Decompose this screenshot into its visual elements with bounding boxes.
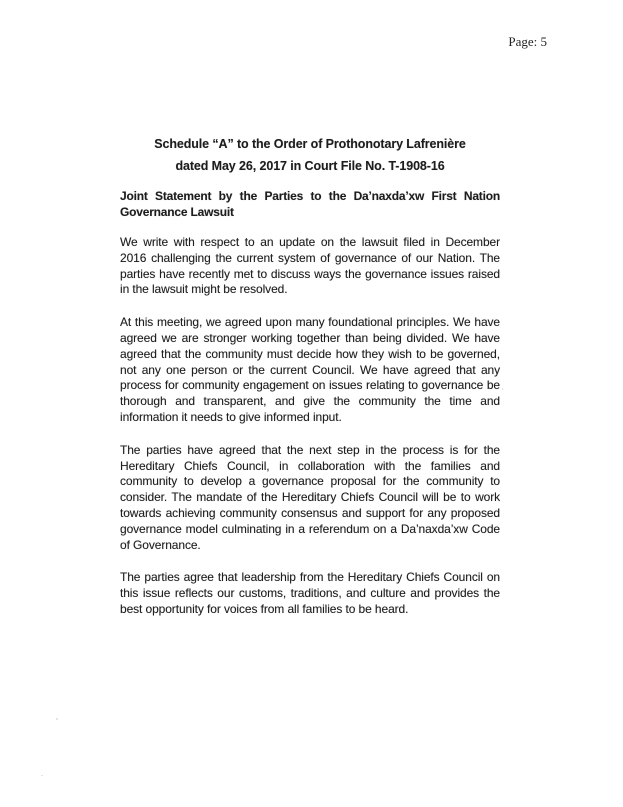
scan-speckle — [41, 775, 43, 776]
page-number: Page: 5 — [508, 34, 547, 49]
scan-speckle — [502, 388, 503, 390]
statement-heading: Joint Statement by the Parties to the Da’naxda’xw First Nation Governance Lawsuit — [120, 189, 500, 219]
title-line-1: Schedule “A” to the Order of Prothonotary Lafrenière — [154, 137, 466, 151]
document-body — [120, 133, 500, 635]
paragraph-leadership: The parties agree that leadership from the Hereditary Chiefs Council on this issue reflects our customs, traditions, and culture and provides the best opportunity for voices from all families to be heard. — [120, 570, 500, 616]
document-title — [120, 133, 500, 177]
scan-speckle — [56, 718, 58, 720]
title-line-2: dated May 26, 2017 in Court File No. T-1908-16 — [175, 159, 445, 173]
paragraph-foundational-principles: At this meeting, we agreed upon many foundational principles. We have agreed we are stronger working together than being divided. We have agreed that the community must decide how they wish to be governed, not any one person or the current Council. We have agreed that any process for community engagement on issues relating to governance be thorough and transparent, and give the community the time and information it needs to give informed input. — [120, 315, 500, 424]
paragraph-next-step: The parties have agreed that the next step in the process is for the Hereditary Chiefs Council, in collaboration with the families and community to develop a governance proposal for the community to consider. The mandate of the Hereditary Chiefs Council will be to work towards achieving community consensus and support for any proposed governance model culminating in a referendum on a Da’naxda’xw Code of Governance. — [120, 442, 500, 552]
paragraph-update-lawsuit: We write with respect to an update on the lawsuit filed in December 2016 challenging the current system of governance of our Nation. The parties have recently met to discuss ways the governance issues raised in the lawsuit might be resolved. — [120, 235, 500, 297]
